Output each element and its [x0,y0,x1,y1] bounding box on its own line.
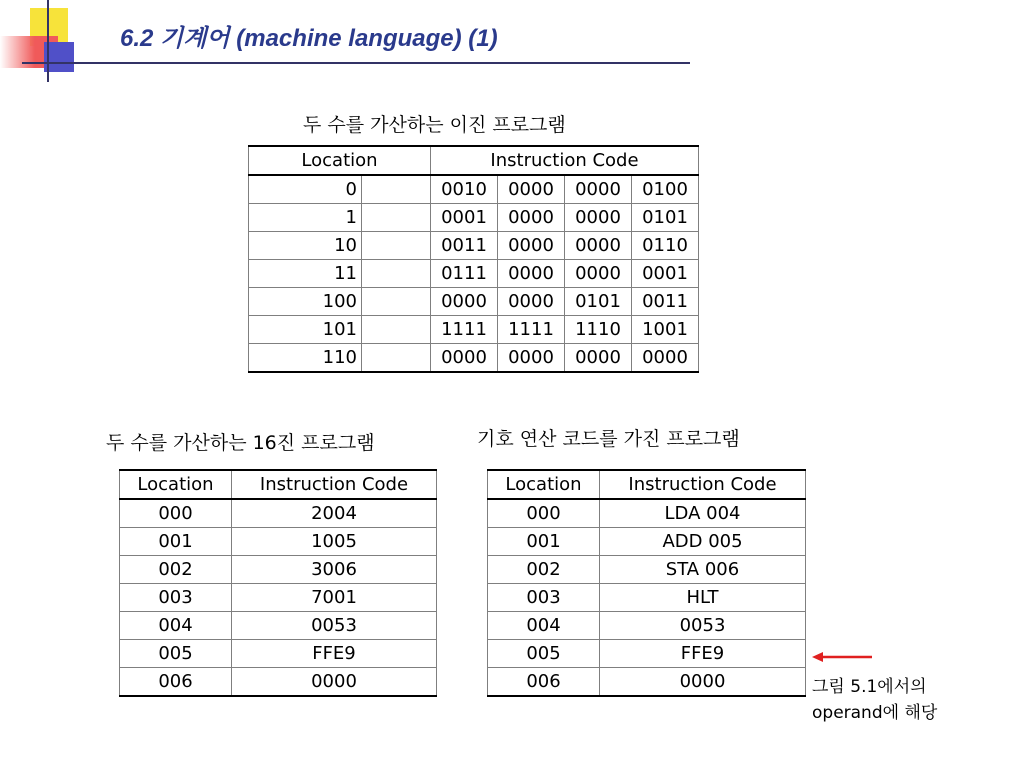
symbolic-program-table [487,469,806,697]
table-header-row [120,470,437,499]
hex-program-caption: 두 수를 가산하는 16진 프로그램 [106,432,375,454]
instruction-code-cell: FFE9 [232,640,437,668]
table-row [488,668,806,697]
location-cell: 1 [249,204,362,232]
bit-group-cell: 0000 [565,344,632,373]
location-cell: 003 [488,584,600,612]
bit-group-cell: 0011 [632,288,699,316]
table-header-row [249,146,699,175]
bit-group-cell: 0000 [565,232,632,260]
table-header-row [488,470,806,499]
bit-group-cell: 0000 [498,344,565,373]
location-header: Location [249,146,431,175]
title-underline [22,62,690,64]
location-cell: 002 [488,556,600,584]
bit-group-cell: 0000 [498,204,565,232]
bit-group-cell: 0000 [498,288,565,316]
table-row [120,556,437,584]
bit-group-cell: 0001 [431,204,498,232]
bit-group-cell: 1111 [431,316,498,344]
logo-vertical-line [47,0,49,82]
binary-program-caption: 두 수를 가산하는 이진 프로그램 [303,114,566,136]
location-cell: 001 [488,528,600,556]
table-row [120,584,437,612]
bit-group-cell: 0100 [632,175,699,204]
instruction-code-cell: 0053 [232,612,437,640]
table-row [249,204,699,232]
table-row [488,528,806,556]
location-cell: 004 [488,612,600,640]
location-cell: 006 [488,668,600,697]
location-cell: 000 [120,499,232,528]
bit-group-cell: 1111 [498,316,565,344]
location-header: Location [488,470,600,499]
bit-group-cell: 0000 [431,344,498,373]
instruction-code-cell: FFE9 [600,640,806,668]
instruction-code-header: Instruction Code [431,146,699,175]
table-row [488,584,806,612]
spacer-cell [362,316,431,344]
table-row [488,556,806,584]
instruction-code-cell: STA 006 [600,556,806,584]
bit-group-cell: 0000 [632,344,699,373]
location-cell: 001 [120,528,232,556]
bit-group-cell: 0000 [565,260,632,288]
table-row [120,640,437,668]
table-row [249,260,699,288]
bit-group-cell: 0101 [632,204,699,232]
slide-title: 6.2 기계어 (machine language) (1) [120,25,498,52]
hex-program-table [119,469,437,697]
symbolic-program-caption: 기호 연산 코드를 가진 프로그램 [477,428,740,450]
table-row [249,288,699,316]
location-cell: 0 [249,175,362,204]
bit-group-cell: 1110 [565,316,632,344]
location-cell: 006 [120,668,232,697]
operand-note [812,674,937,726]
bit-group-cell: 0000 [498,175,565,204]
bit-group-cell: 0001 [632,260,699,288]
table-row [488,499,806,528]
location-cell: 10 [249,232,362,260]
location-cell: 11 [249,260,362,288]
instruction-code-cell: ADD 005 [600,528,806,556]
bit-group-cell: 0110 [632,232,699,260]
instruction-code-header: Instruction Code [600,470,806,499]
instruction-code-cell: 7001 [232,584,437,612]
location-cell: 003 [120,584,232,612]
location-cell: 005 [488,640,600,668]
instruction-code-header: Instruction Code [232,470,437,499]
instruction-code-cell: 1005 [232,528,437,556]
table-row [249,232,699,260]
bit-group-cell: 0101 [565,288,632,316]
location-cell: 004 [120,612,232,640]
binary-program-table [248,145,699,373]
table-row [488,640,806,668]
location-header: Location [120,470,232,499]
red-arrow-left-icon [810,648,874,666]
bit-group-cell: 0000 [565,204,632,232]
table-row [249,344,699,373]
table-row [488,612,806,640]
location-cell: 005 [120,640,232,668]
operand-note-line1: 그림 5.1에서의 [812,677,927,697]
operand-note-line2: operand에 해당 [812,703,938,723]
location-cell: 101 [249,316,362,344]
bit-group-cell: 0000 [498,232,565,260]
spacer-cell [362,175,431,204]
instruction-code-cell: LDA 004 [600,499,806,528]
bit-group-cell: 0011 [431,232,498,260]
instruction-code-cell: 2004 [232,499,437,528]
instruction-code-cell: HLT [600,584,806,612]
location-cell: 000 [488,499,600,528]
table-row [120,528,437,556]
spacer-cell [362,204,431,232]
location-cell: 110 [249,344,362,373]
bit-group-cell: 0111 [431,260,498,288]
location-cell: 100 [249,288,362,316]
instruction-code-cell: 0053 [600,612,806,640]
instruction-code-cell: 0000 [600,668,806,697]
bit-group-cell: 0000 [431,288,498,316]
instruction-code-cell: 0000 [232,668,437,697]
table-row [120,612,437,640]
table-row [249,175,699,204]
spacer-cell [362,260,431,288]
instruction-code-cell: 3006 [232,556,437,584]
bit-group-cell: 0000 [565,175,632,204]
spacer-cell [362,232,431,260]
bit-group-cell: 0000 [498,260,565,288]
table-row [120,668,437,697]
location-cell: 002 [120,556,232,584]
bit-group-cell: 0010 [431,175,498,204]
spacer-cell [362,288,431,316]
table-row [249,316,699,344]
spacer-cell [362,344,431,373]
bit-group-cell: 1001 [632,316,699,344]
table-row [120,499,437,528]
